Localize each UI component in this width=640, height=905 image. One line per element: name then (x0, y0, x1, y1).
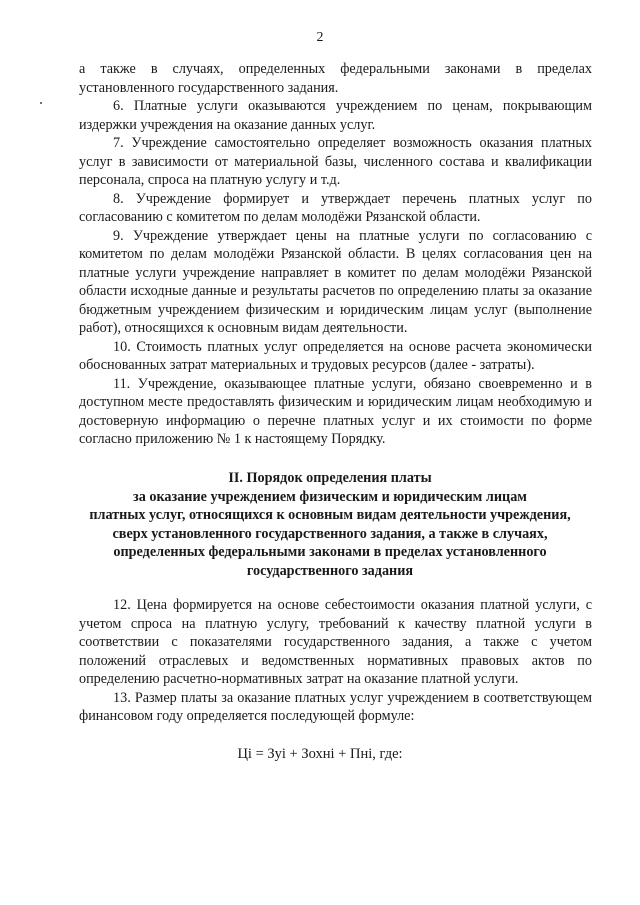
section-heading-line: II. Порядок определения платы (228, 470, 432, 486)
section-heading-line: определенных федеральными законами в пределах установленного (113, 544, 547, 560)
paragraph-11: 11. Учреждение, оказывающее платные услуги, обязано своевременно и в доступном месте предоставлять физическим и юридическим лицам необходимую и достоверную информацию о перечне платных услуг и их стоимости по форме согласно приложению № 1 к настоящему Порядку. (79, 375, 592, 447)
section-heading (60, 469, 600, 580)
paragraph-13: 13. Размер платы за оказание платных услуг учреждением в соответствующем финансовом году определяется последующей формуле: (79, 689, 592, 724)
paragraph-8: 8. Учреждение формирует и утверждает перечень платных услуг по согласованию с комитетом по делам молодёжи Рязанской области. (79, 190, 592, 225)
paragraph-12: 12. Цена формируется на основе себестоимости оказания платной услуги, с учетом спроса на платную услугу, требований к качеству платной услуги в соответствии с показателями государственного задания, а также с учетом положений отраслевых и ведомственных нормативных правовых актов по определению расчетно-нормативных затрат на оказание платной услуги. (79, 597, 592, 687)
paragraph-9: 9. Учреждение утверждает цены на платные услуги по согласованию с комитетом по делам молодёжи Рязанской области. В целях согласования цен на платные услуги учреждение направляет в комитет по делам молодёжи Рязанской области исходные данные и результаты расчетов по определению платы за оказание бюджетным учреждением физическим и юридическим лицам услуг (выполнение работ), относящихся к основным видам деятельности. (79, 227, 592, 336)
paragraph-10: 10. Стоимость платных услуг определяется на основе расчета экономически обоснованных затрат материальных и трудовых ресурсов (далее - затраты). (79, 338, 592, 373)
scan-speck (40, 102, 42, 104)
section-heading-line: государственного задания (246, 562, 414, 579)
section-heading-line: платных услуг, относящихся к основным видам деятельности учреждения, (89, 507, 571, 523)
price-formula: Цi = Зуi + Зохнi + Пнi, где: (237, 746, 403, 762)
page-number: 2 (316, 30, 324, 45)
paragraph-7: 7. Учреждение самостоятельно определяет возможность оказания платных услуг в зависимости от материальной базы, численного состава и квалификации персонала, спроса на платную услугу и т.д. (79, 135, 592, 188)
body-text-top (79, 60, 592, 449)
paragraph-6: 6. Платные услуги оказываются учреждением по ценам, покрывающим издержки учреждения на оказание данных услуг. (79, 98, 592, 133)
body-text-bottom (79, 596, 592, 726)
section-heading-line: за оказание учреждением физическим и юридическим лицам (133, 488, 527, 505)
section-heading-line: сверх установленного государственного задания, а также в случаях, (112, 525, 548, 542)
paragraph-continuation: а также в случаях, определенных федеральными законами в пределах установленного государственного задания. (79, 61, 592, 96)
